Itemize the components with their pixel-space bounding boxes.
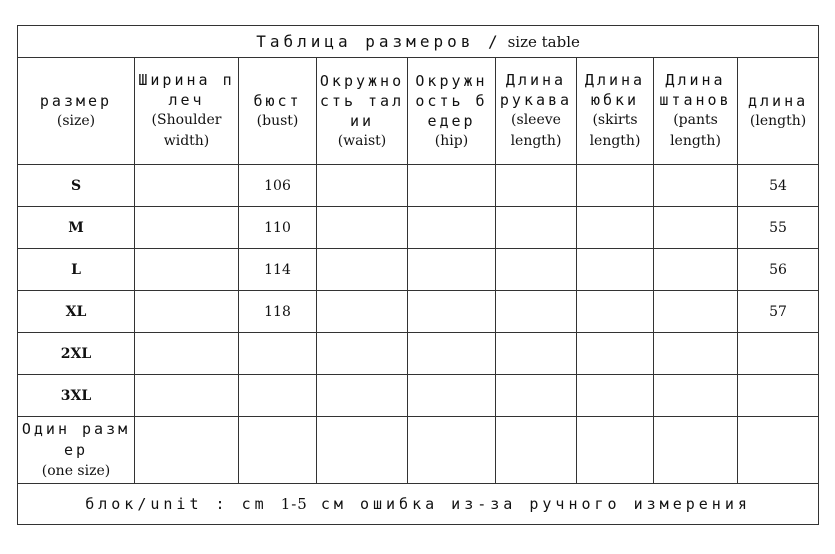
bust-cell [239, 417, 317, 484]
size-cell: Один размер (one size) [18, 417, 135, 484]
header-pants: Длина штанов (pants length) [654, 58, 738, 165]
table-row [18, 333, 819, 375]
header-bust: бюст (bust) [239, 58, 317, 165]
size-cell: S [18, 165, 135, 207]
size-table [17, 25, 819, 525]
bust-cell: 114 [239, 249, 317, 291]
length-cell [738, 375, 819, 417]
waist-cell [317, 417, 408, 484]
title-russian: Таблица размеров / [256, 32, 502, 51]
pants-cell [654, 165, 738, 207]
header-length: длина (length) [738, 58, 819, 165]
hip-cell [408, 207, 496, 249]
size-cell: 2XL [18, 333, 135, 375]
size-cell: L [18, 249, 135, 291]
header-size: размер (size) [18, 58, 135, 165]
sleeve-cell [496, 249, 577, 291]
skirt-cell [577, 207, 654, 249]
length-cell [738, 417, 819, 484]
length-cell: 56 [738, 249, 819, 291]
size-cell: XL [18, 291, 135, 333]
sleeve-cell [496, 375, 577, 417]
header-sleeve: Длина рукава (sleeve length) [496, 58, 577, 165]
table-title [18, 26, 819, 58]
waist-cell [317, 333, 408, 375]
size-cell: 3XL [18, 375, 135, 417]
sleeve-cell [496, 165, 577, 207]
skirt-cell [577, 333, 654, 375]
footer-unit: блок/unit : cm [85, 495, 268, 513]
pants-cell [654, 207, 738, 249]
sleeve-cell [496, 333, 577, 375]
pants-cell [654, 249, 738, 291]
table-row [18, 291, 819, 333]
header-skirt: Длина юбки (skirts length) [577, 58, 654, 165]
hip-cell [408, 375, 496, 417]
bust-cell: 106 [239, 165, 317, 207]
waist-cell [317, 375, 408, 417]
bust-cell: 118 [239, 291, 317, 333]
table-row [18, 165, 819, 207]
header-waist: Окружность талии (waist) [317, 58, 408, 165]
shoulder-cell [135, 333, 239, 375]
waist-cell [317, 249, 408, 291]
sleeve-cell [496, 291, 577, 333]
bust-cell [239, 375, 317, 417]
hip-cell [408, 333, 496, 375]
length-cell: 55 [738, 207, 819, 249]
hip-cell [408, 249, 496, 291]
size-cell: M [18, 207, 135, 249]
skirt-cell [577, 417, 654, 484]
shoulder-cell [135, 291, 239, 333]
hip-cell [408, 291, 496, 333]
shoulder-cell [135, 165, 239, 207]
table-row [18, 417, 819, 484]
sleeve-cell [496, 417, 577, 484]
pants-cell [654, 417, 738, 484]
waist-cell [317, 207, 408, 249]
waist-cell [317, 291, 408, 333]
pants-cell [654, 333, 738, 375]
shoulder-cell [135, 417, 239, 484]
length-cell [738, 333, 819, 375]
table-row [18, 249, 819, 291]
skirt-cell [577, 249, 654, 291]
length-cell: 54 [738, 165, 819, 207]
bust-cell: 110 [239, 207, 317, 249]
skirt-cell [577, 375, 654, 417]
hip-cell [408, 165, 496, 207]
header-shoulder: Ширина плеч (Shoulder width) [135, 58, 239, 165]
header-hip: Окружность бедер (hip) [408, 58, 496, 165]
table-row [18, 375, 819, 417]
footer-range: 1-5 [280, 495, 308, 513]
skirt-cell [577, 165, 654, 207]
skirt-cell [577, 291, 654, 333]
hip-cell [408, 417, 496, 484]
footer-error-note: см ошибка из-за ручного измерения [320, 495, 751, 513]
pants-cell [654, 375, 738, 417]
pants-cell [654, 291, 738, 333]
footer-note [18, 484, 819, 525]
length-cell: 57 [738, 291, 819, 333]
bust-cell [239, 333, 317, 375]
shoulder-cell [135, 207, 239, 249]
shoulder-cell [135, 375, 239, 417]
shoulder-cell [135, 249, 239, 291]
header-row [18, 58, 819, 165]
sleeve-cell [496, 207, 577, 249]
waist-cell [317, 165, 408, 207]
title-english: size table [507, 33, 580, 51]
table-row [18, 207, 819, 249]
